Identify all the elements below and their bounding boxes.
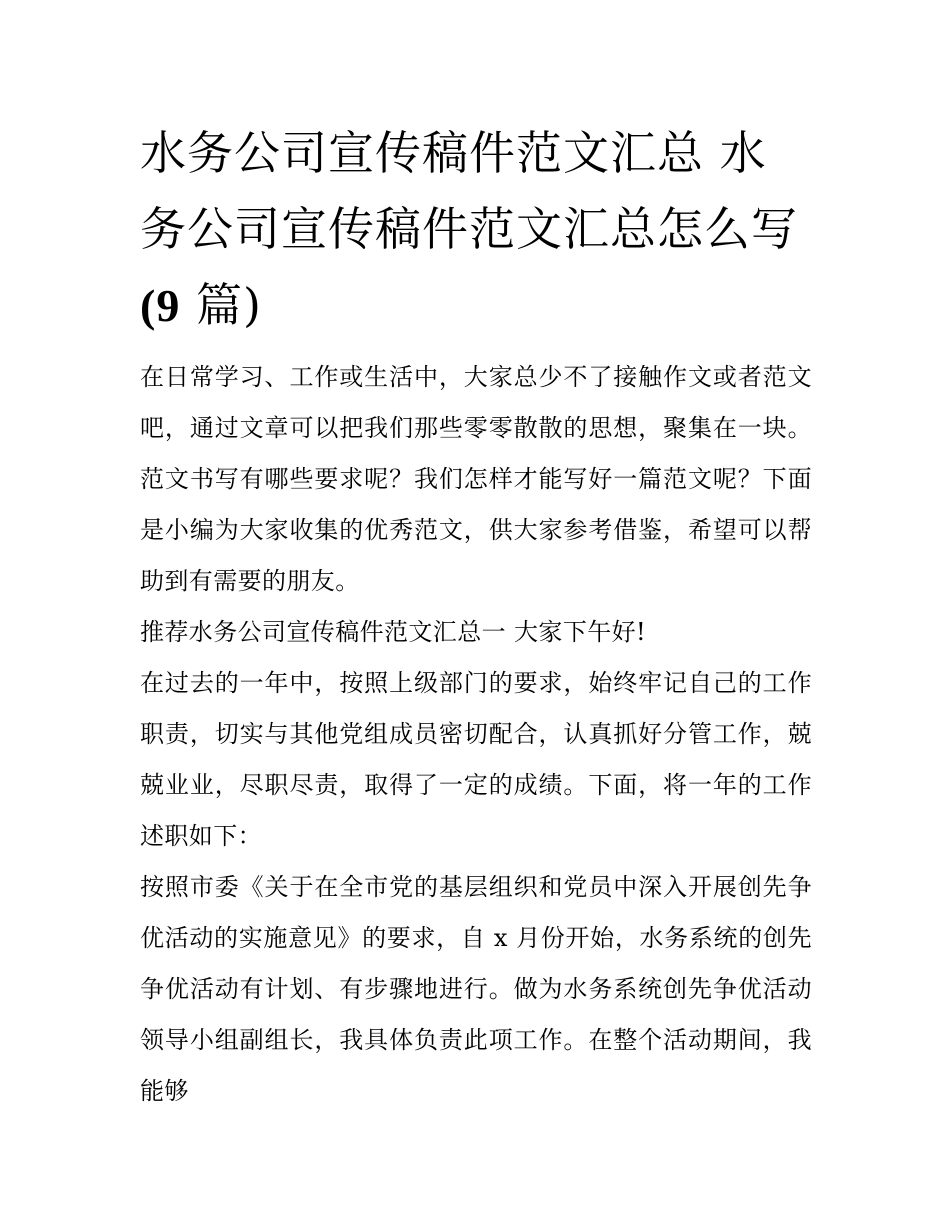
paragraph-heading-one: 推荐水务公司宣传稿件范文汇总一 大家下午好! xyxy=(140,618,647,646)
title-count: (9 xyxy=(140,280,181,331)
paragraph-activity: 按照市委《关于在全市党的基层组织和党员中深入开展创先争优活动的实施意见》的要求，自 x 月份开始，水务系统的创先争优活动有计划、有步骤地进行。做为水务系统创先争优活动领导小组副组长，我具体负责此项工作。在整个活动期间，我能够 xyxy=(140,873,812,1105)
title-suffix: 篇) xyxy=(180,278,262,332)
title-text: 水务公司宣传稿件范文汇总 水务公司宣传稿件范文汇总怎么写 xyxy=(140,126,798,256)
paragraph-intro: 在日常学习、工作或生活中，大家总少不了接触作文或者范文吧，通过文章可以把我们那些零零散散的思想，聚集在一块。范文书写有哪些要求呢？我们怎样才能写好一篇范文呢？下面是小编为大家收集的优秀范文，供大家参考借鉴，希望可以帮助到有需要的朋友。 xyxy=(140,363,812,595)
document-content xyxy=(140,115,812,1117)
paragraph-report-intro: 在过去的一年中，按照上级部门的要求，始终牢记自己的工作职责，切实与其他党组成员密切配合，认真抓好分管工作，兢兢业业，尽职尽责，取得了一定的成绩。下面，将一年的工作述职如下： xyxy=(140,669,812,850)
document-title xyxy=(140,115,812,344)
